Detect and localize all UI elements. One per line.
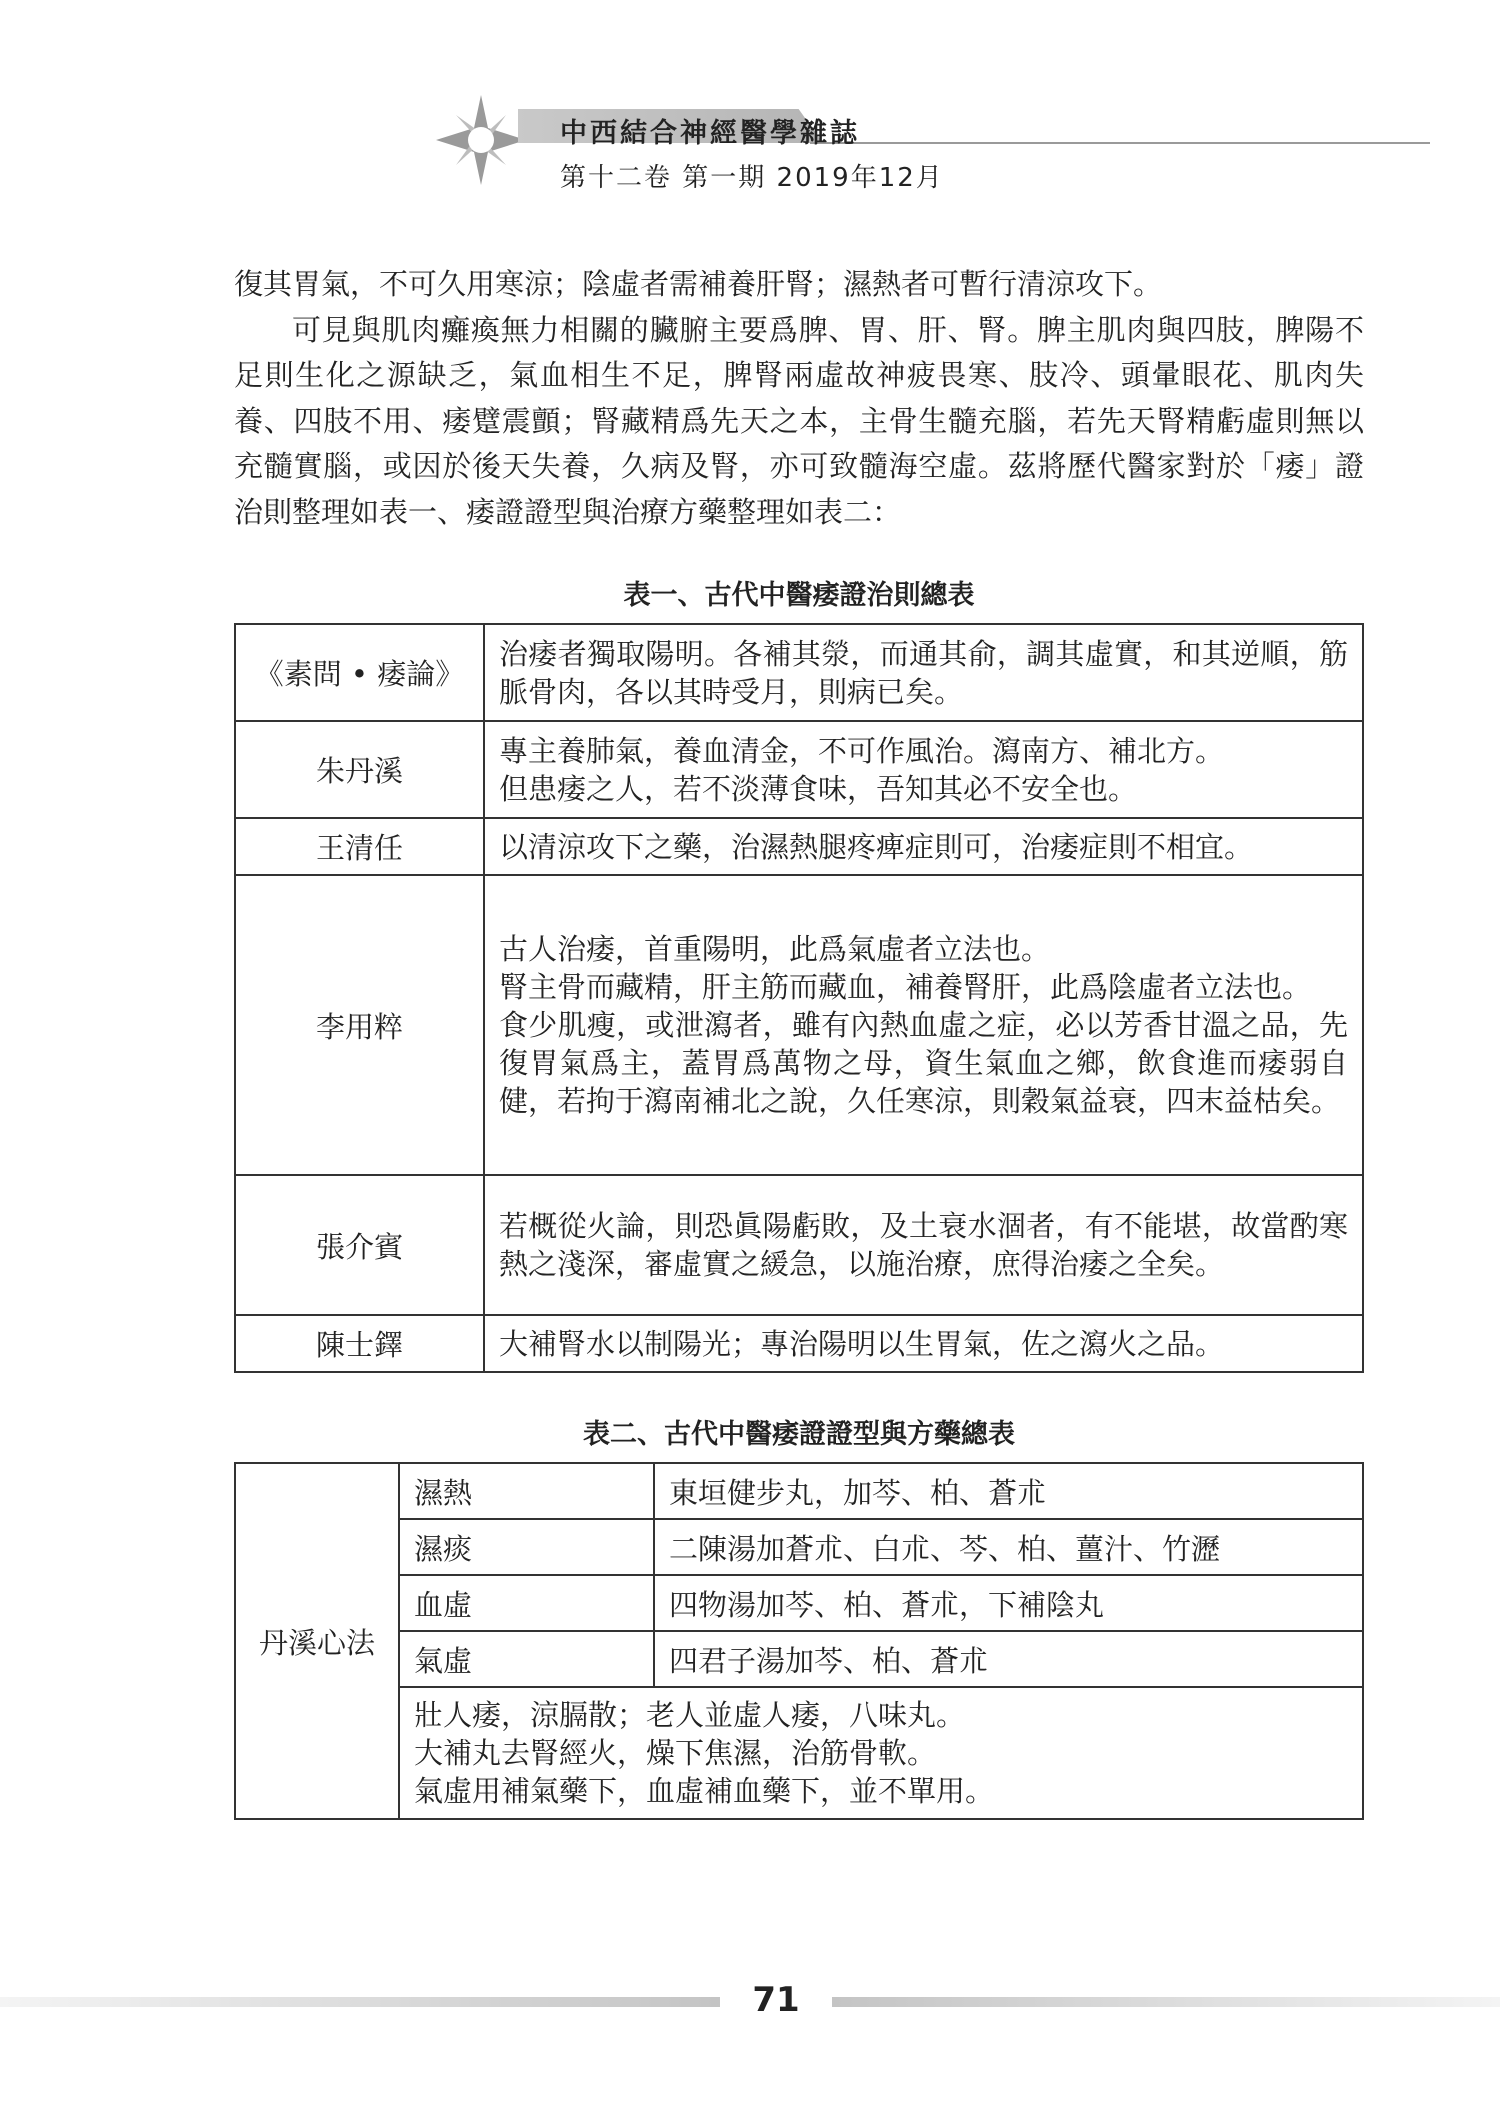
table-cell-formula: 二陳湯加蒼朮、白朮、芩、柏、薑汁、竹瀝 bbox=[654, 1519, 1363, 1575]
table2 bbox=[234, 1462, 1364, 1820]
table-row bbox=[235, 1463, 1363, 1519]
header-rule bbox=[810, 142, 1430, 144]
table-cell-content bbox=[484, 1175, 1363, 1315]
paragraph: 復其胃氣，不可久用寒涼；陰虛者需補養肝腎；濕熱者可暫行清涼攻下。 bbox=[234, 267, 1163, 301]
star-logo-icon bbox=[436, 95, 526, 185]
table-cell-name: 李用粹 bbox=[235, 875, 484, 1175]
table-cell-notes bbox=[399, 1687, 1363, 1819]
table-cell-content bbox=[484, 624, 1363, 721]
content-line: 若概從火論，則恐眞陽虧敗，及土衰水涸者，有不能堪，故當酌寒熱之淺深，審虛實之緩急，以施治療，庶得治痿之全矣。 bbox=[499, 1209, 1348, 1281]
table-row bbox=[235, 1175, 1363, 1315]
table-cell-name: 陳士鐸 bbox=[235, 1315, 484, 1372]
table-cell-type: 濕痰 bbox=[399, 1519, 654, 1575]
footer-rule-right bbox=[832, 1997, 1500, 2007]
table-cell-content bbox=[484, 1315, 1363, 1372]
table1 bbox=[234, 623, 1364, 1373]
page-number: 71 bbox=[752, 1980, 800, 2020]
table-cell-type: 氣虛 bbox=[399, 1631, 654, 1687]
table2-caption: 表二、古代中醫痿證證型與方藥總表 bbox=[583, 1419, 1015, 1450]
table-cell-formula: 四物湯加芩、柏、蒼朮，下補陰丸 bbox=[654, 1575, 1363, 1631]
table-cell-content bbox=[484, 875, 1363, 1175]
table-row bbox=[235, 721, 1363, 818]
table-cell-content bbox=[484, 818, 1363, 875]
table-cell-formula: 四君子湯加芩、柏、蒼朮 bbox=[654, 1631, 1363, 1687]
table-cell-content bbox=[484, 721, 1363, 818]
table-cell-name: 張介賓 bbox=[235, 1175, 484, 1315]
table1-caption: 表一、古代中醫痿證治則總表 bbox=[623, 580, 975, 611]
journal-title: 中西結合神經醫學雜誌 bbox=[560, 118, 860, 149]
table-cell-formula: 東垣健步丸，加芩、柏、蒼朮 bbox=[654, 1463, 1363, 1519]
content-line: 專主養肺氣，養血清金，不可作風治。瀉南方、補北方。 bbox=[499, 733, 1225, 768]
table-row bbox=[235, 1687, 1363, 1819]
paragraph: 可見與肌肉癱瘓無力相關的臟腑主要爲脾、胃、肝、腎。脾主肌肉與四肢，脾陽不足則生化之源缺乏，氣血相生不足，脾腎兩虛故神疲畏寒、肢冷、頭暈眼花、肌肉失養、四肢不用、痿躄震顫；腎藏精爲先天之本，主骨生髓充腦，若先天腎精虧虛則無以充髓實腦，或因於後天失養，久病及腎，亦可致髓海空虛。茲將歷代醫家對於「痿」證治則整理如表一、痿證證型與治療方藥整理如表二： bbox=[234, 312, 1364, 529]
table-cell-type: 血虛 bbox=[399, 1575, 654, 1631]
body-text bbox=[234, 262, 1364, 535]
table-cell-type: 濕熱 bbox=[399, 1463, 654, 1519]
footer-rule-left bbox=[0, 1997, 720, 2007]
note-line: 氣虛用補氣藥下，血虛補血藥下，並不單用。 bbox=[414, 1774, 995, 1808]
table-row bbox=[235, 1315, 1363, 1372]
content-line: 治痿者獨取陽明。各補其滎，而通其俞，調其虛實，和其逆順，筋脈骨肉，各以其時受月，則病已矣。 bbox=[499, 636, 1348, 709]
table-row bbox=[235, 1631, 1363, 1687]
table-cell-name: 《素問 • 痿論》 bbox=[235, 624, 484, 721]
table-cell-name: 朱丹溪 bbox=[235, 721, 484, 818]
note-line: 大補丸去腎經火，燥下焦濕，治筋骨軟。 bbox=[414, 1736, 937, 1770]
note-line: 壯人痿，涼膈散；老人並虛人痿，八味丸。 bbox=[414, 1698, 966, 1732]
issue-info: 第十二卷 第一期 2019年12月 bbox=[560, 163, 944, 193]
table-row bbox=[235, 875, 1363, 1175]
content-line: 食少肌瘦，或泄瀉者，雖有內熱血虛之症，必以芳香甘溫之品，先復胃氣爲主，蓋胃爲萬物之母，資生氣血之鄉，飲食進而痿弱自健，若拘于瀉南補北之說，久任寒涼，則穀氣益衰，四末益枯矣。 bbox=[499, 1008, 1348, 1118]
content-line: 以清涼攻下之藥，治濕熱腿疼痺症則可，治痿症則不相宜。 bbox=[499, 829, 1254, 864]
table-row bbox=[235, 624, 1363, 721]
journal-header bbox=[440, 95, 1360, 205]
content-line: 古人治痿，首重陽明，此爲氣虛者立法也。 bbox=[499, 932, 1051, 966]
content-line: 但患痿之人，若不淡薄食味，吾知其必不安全也。 bbox=[499, 771, 1138, 806]
content-line: 大補腎水以制陽光；專治陽明以生胃氣，佐之瀉火之品。 bbox=[499, 1326, 1225, 1361]
table-row bbox=[235, 818, 1363, 875]
table-row bbox=[235, 1575, 1363, 1631]
table-cell-name: 王清任 bbox=[235, 818, 484, 875]
table-row bbox=[235, 1519, 1363, 1575]
content-line: 腎主骨而藏精，肝主筋而藏血，補養腎肝，此爲陰虛者立法也。 bbox=[499, 970, 1312, 1004]
table-cell-group: 丹溪心法 bbox=[235, 1463, 399, 1819]
